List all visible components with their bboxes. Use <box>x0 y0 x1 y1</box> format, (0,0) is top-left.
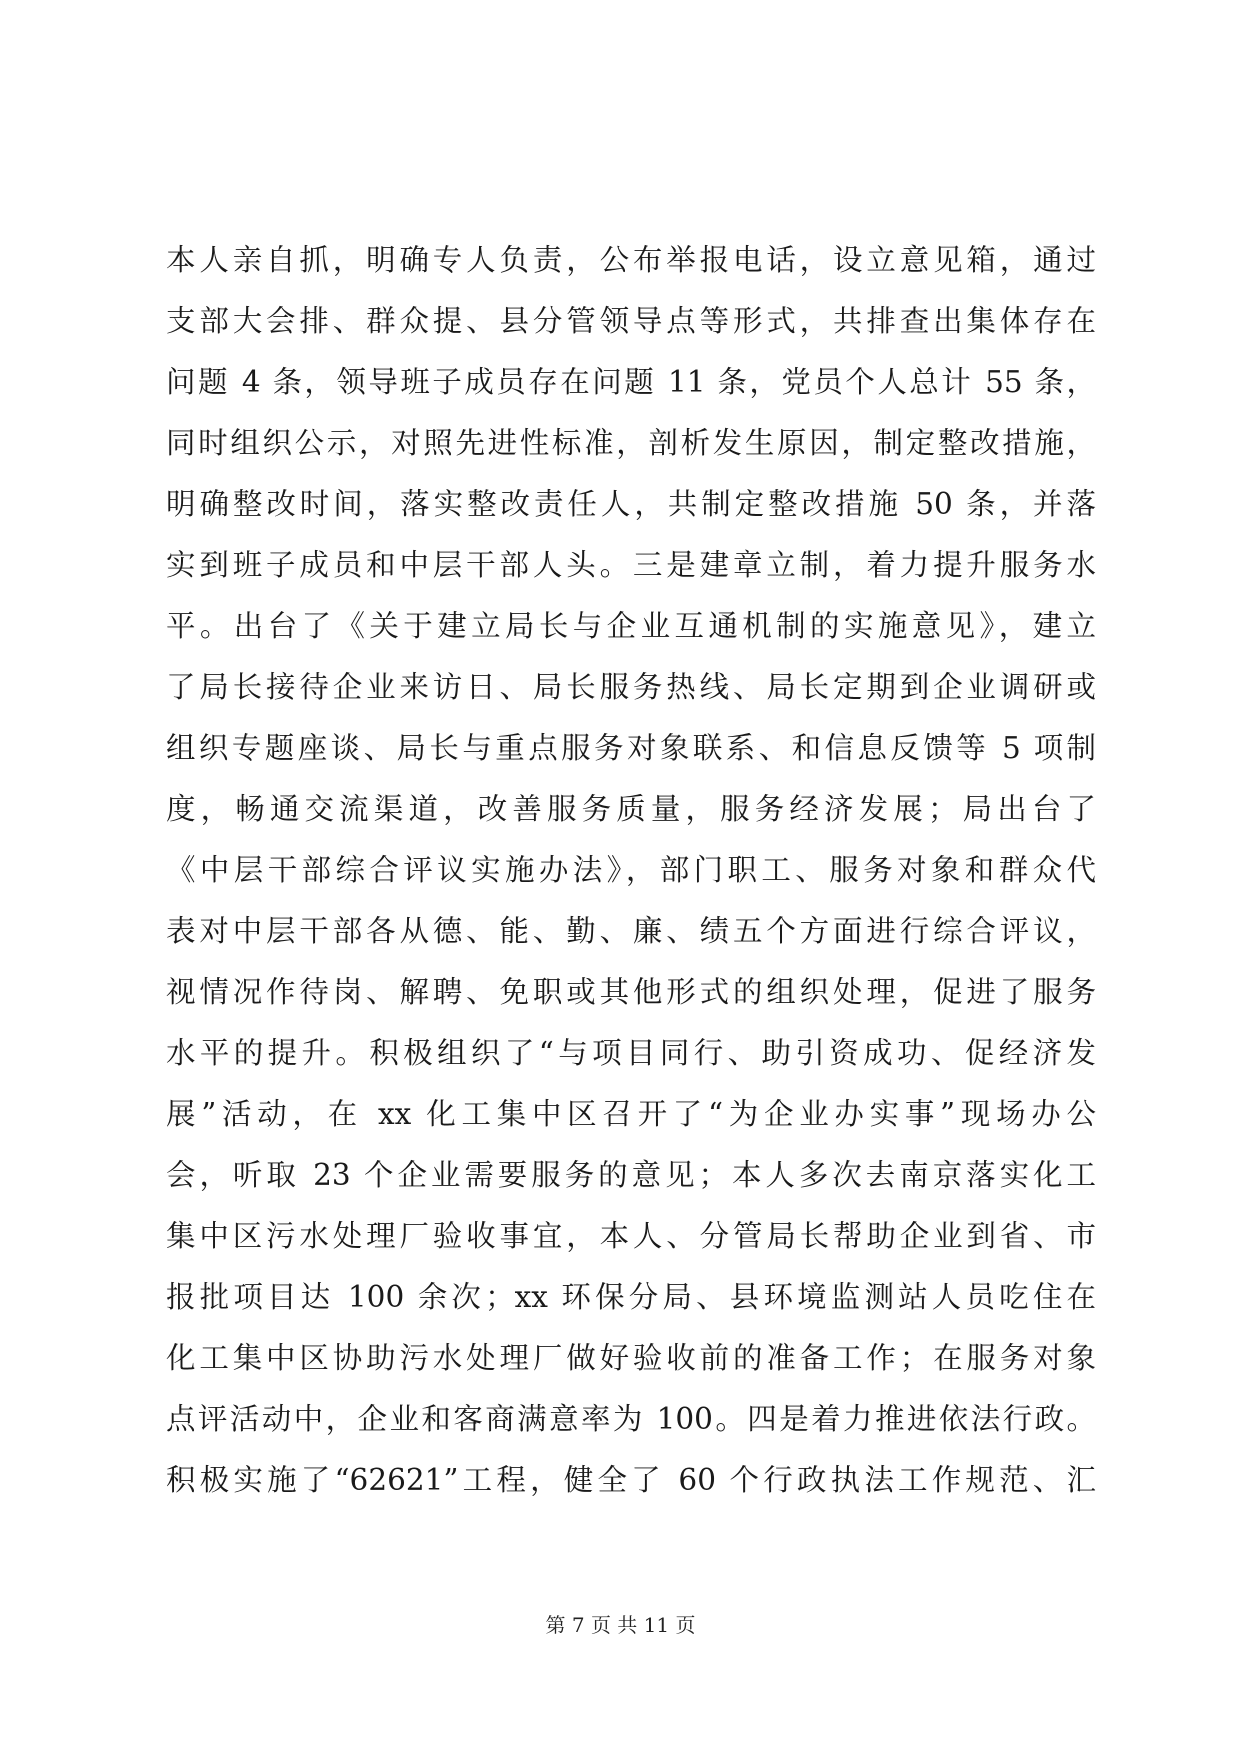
text-line: 了局长接待企业来访日、局长服务热线、局长定期到企业调研或 <box>166 670 1096 704</box>
text-line: 展”活动，在 xx 化工集中区召开了“为企业办实事”现场办公 <box>166 1097 1096 1131</box>
page-number-footer: 第 7 页 共 11 页 <box>545 1613 696 1637</box>
text-line: 水平的提升。积极组织了“与项目同行、助引资成功、促经济发 <box>166 1036 1096 1070</box>
text-line: 平。出台了《关于建立局长与企业互通机制的实施意见》，建立 <box>166 609 1096 643</box>
text-line: 表对中层干部各从德、能、勤、廉、绩五个方面进行综合评议， <box>166 914 1096 948</box>
text-line: 集中区污水处理厂验收事宜，本人、分管局长帮助企业到省、市 <box>166 1219 1096 1253</box>
text-line: 本人亲自抓，明确专人负责，公布举报电话，设立意见箱，通过 <box>166 243 1096 277</box>
text-line: 组织专题座谈、局长与重点服务对象联系、和信息反馈等 5 项制 <box>166 731 1096 765</box>
text-line: 化工集中区协助污水处理厂做好验收前的准备工作；在服务对象 <box>166 1341 1096 1375</box>
text-line: 会，听取 23 个企业需要服务的意见；本人多次去南京落实化工 <box>166 1158 1096 1192</box>
text-line: 实到班子成员和中层干部人头。三是建章立制，着力提升服务水 <box>166 548 1096 582</box>
text-line: 点评活动中，企业和客商满意率为 100。四是着力推进依法行政。 <box>166 1402 1096 1436</box>
body-paragraph <box>166 230 1096 1511</box>
text-line: 明确整改时间，落实整改责任人，共制定整改措施 50 条，并落 <box>166 487 1096 521</box>
text-line: 问题 4 条，领导班子成员存在问题 11 条，党员个人总计 55 条， <box>166 365 1096 399</box>
text-line: 视情况作待岗、解聘、免职或其他形式的组织处理，促进了服务 <box>166 975 1096 1009</box>
text-line: 报批项目达 100 余次；xx 环保分局、县环境监测站人员吃住在 <box>166 1280 1096 1314</box>
text-line: 度，畅通交流渠道，改善服务质量，服务经济发展；局出台了 <box>166 792 1096 826</box>
text-line: 支部大会排、群众提、县分管领导点等形式，共排查出集体存在 <box>166 304 1096 338</box>
text-line: 《中层干部综合评议实施办法》，部门职工、服务对象和群众代 <box>166 853 1096 887</box>
text-line: 同时组织公示，对照先进性标准，剖析发生原因，制定整改措施， <box>166 426 1096 460</box>
text-line: 积极实施了“62621”工程，健全了 60 个行政执法工作规范、汇 <box>166 1463 1096 1497</box>
